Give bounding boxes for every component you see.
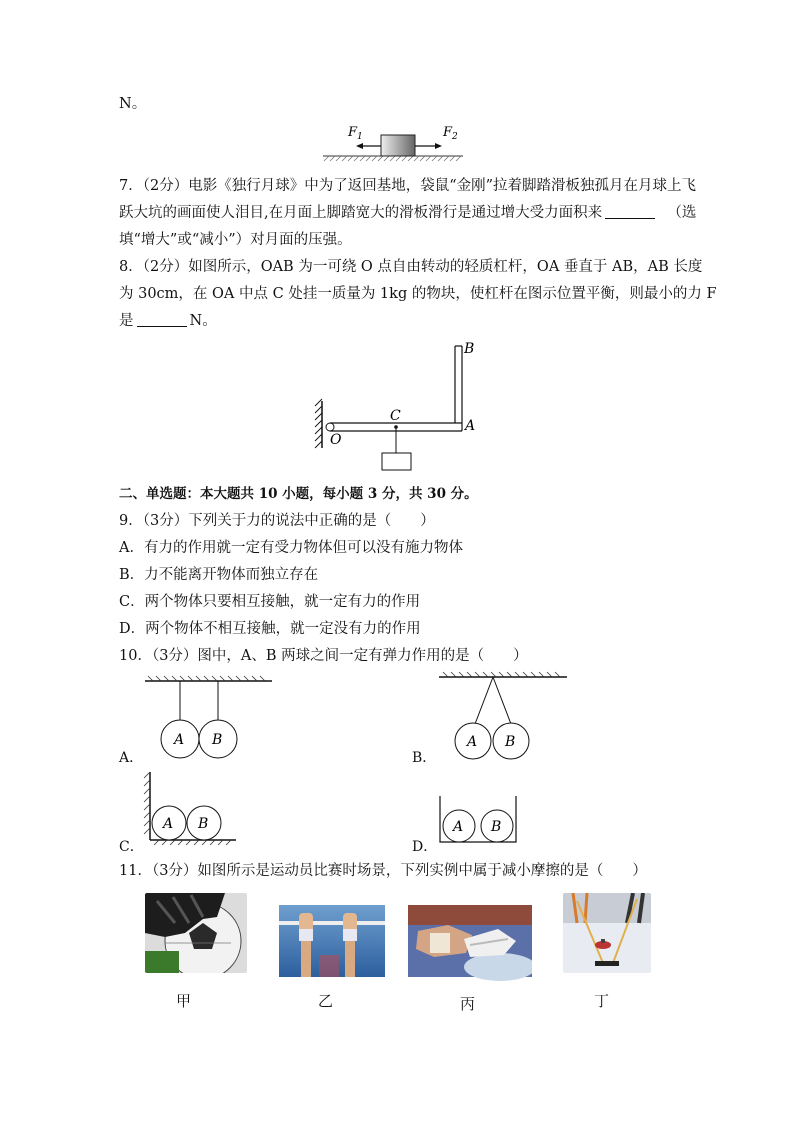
caption-jia: 甲	[176, 992, 192, 1010]
q8-line3: 是 N。	[119, 313, 217, 329]
svg-text:A: A	[174, 732, 185, 748]
svg-text:B: B	[491, 819, 502, 835]
photo-curling-sweep[interactable]	[563, 893, 651, 973]
q8-line1: 8．（2分）如图所示，OAB 为一可绕 O 点自由转动的轻质杠杆，OA 垂直于 AB，AB 长度	[119, 259, 703, 275]
q10-option-c-label[interactable]: C．	[119, 839, 144, 855]
hanging-block	[382, 453, 411, 470]
caption-bing: 丙	[460, 995, 476, 1013]
photo-bar-grip[interactable]	[279, 901, 385, 981]
svg-text:B: B	[505, 734, 516, 750]
q9-option-a[interactable]: A．有力的作用就一定有受力物体但可以没有施力物体	[119, 540, 463, 556]
svg-text:A: A	[467, 734, 478, 750]
q9-option-c[interactable]: C．两个物体只要相互接触，就一定有力的作用	[119, 594, 421, 610]
photo-goalkeeper-glove[interactable]	[145, 893, 247, 973]
svg-text:B: B	[198, 816, 209, 832]
q7-line3: 填“增大”或“减小”）对月面的压强。	[119, 232, 352, 248]
section-heading: 二、单选题：本大题共 10 小题，每小题 3 分，共 30 分。	[119, 486, 478, 502]
q8-line2: 为 30cm，在 OA 中点 C 处挂一质量为 1kg 的物块，使杠杆在图示位置平衡，则最小的力 F	[119, 286, 717, 302]
force-block-figure	[318, 120, 468, 164]
label-b: B	[464, 341, 475, 357]
q7-answer-blank[interactable]	[605, 204, 655, 219]
q9-option-b[interactable]: B．力不能离开物体而独立存在	[119, 567, 319, 583]
q10-option-b-label[interactable]: B．	[412, 750, 437, 766]
photo-chalk-hands[interactable]	[408, 901, 532, 981]
f2-label: $F_2$	[443, 125, 458, 142]
q10-option-a-label[interactable]: A．	[119, 750, 144, 766]
label-a: A	[465, 418, 476, 434]
q10-figure-d	[436, 792, 520, 848]
block	[381, 135, 415, 156]
q7-line1: 7．（2分）电影《独行月球》中为了返回基地，袋鼠“金刚”拉着脚踏滑板独孤月在月球上飞	[119, 178, 697, 194]
label-c: C	[390, 408, 401, 424]
q10-option-d-label[interactable]: D．	[412, 839, 438, 855]
lever-figure	[312, 338, 492, 474]
q10-figure-a	[140, 672, 280, 762]
q11-stem: 11．（3分）如图所示是运动员比赛时场景，下列实例中属于减小摩擦的是（ ）	[119, 863, 647, 879]
previous-question-tail: N。	[119, 96, 147, 112]
f1-label: $F_1$	[348, 125, 363, 142]
svg-text:B: B	[212, 732, 223, 748]
svg-text:A: A	[163, 816, 174, 832]
q7-line2: 跃大坑的画面使人泪目,在月面上脚踏宽大的滑板滑行是通过增大受力面积来 （选	[119, 205, 697, 221]
q9-stem: 9．（3分）下列关于力的说法中正确的是（ ）	[119, 513, 435, 529]
svg-text:A: A	[453, 819, 464, 835]
q9-option-d[interactable]: D．两个物体不相互接触，就一定没有力的作用	[119, 621, 421, 637]
q10-stem: 10．（3分）图中，A、B 两球之间一定有弹力作用的是（ ）	[119, 648, 528, 664]
caption-ding: 丁	[594, 992, 610, 1010]
q10-figure-b	[435, 668, 575, 762]
label-o: O	[330, 432, 342, 448]
q10-figure-c	[140, 768, 240, 848]
caption-yi: 乙	[318, 992, 334, 1010]
q8-answer-blank[interactable]	[137, 312, 187, 327]
pivot-o	[326, 423, 334, 431]
